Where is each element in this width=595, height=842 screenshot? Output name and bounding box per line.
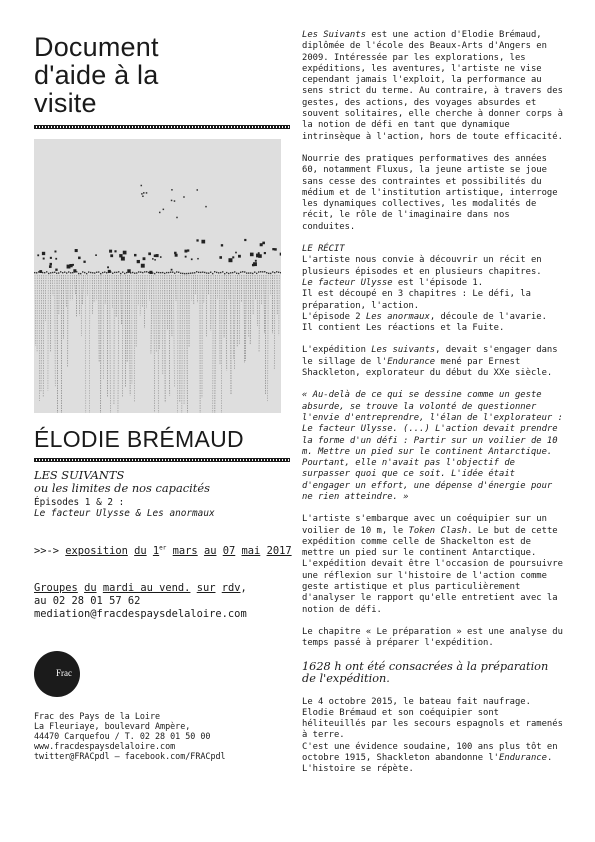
voyage-a: L'artiste s'embarque avec un coéquipier sur un voilier de 10 m, le (302, 514, 547, 536)
history-a: C'est une évidence soudaine, 100 ans plus tôt en octobre 1915, Shackleton abandonne l' (302, 741, 558, 764)
recit-line-5: Il contient Les réactions et la Fuite. (302, 323, 505, 334)
exhibition-year: 2017 (266, 545, 292, 557)
exhibition-start-sup: er (159, 544, 167, 552)
highlight-quote: 1628 h ont été consacrées à la préparation de l'expédition. (302, 659, 549, 686)
artist-divider (34, 458, 290, 462)
exhibition-end-month: mai (241, 545, 261, 557)
exhibition-dates (34, 545, 290, 558)
address-block (34, 711, 290, 761)
recit-section (302, 244, 564, 334)
groups-line: Groupes du mardi au vend. sur rdv, (34, 582, 247, 594)
work-subtitle: ou les limites de nos capacités (34, 481, 210, 495)
groups-email-link[interactable]: mediation@fracdespaysdelaloire.com (34, 608, 247, 620)
artwork-image (34, 139, 281, 413)
frac-logo (34, 651, 80, 697)
intro-paragraph (302, 30, 564, 143)
exhibition-start-day: 1 (152, 545, 160, 557)
exhibition-du: du (134, 545, 147, 557)
context-paragraph: Nourrie des pratiques performatives des années 60, notamment Fluxus, la jeune artiste se joue sans cesse des contraintes et possibilités du médium et de l'institution artistique, interroge les dynamiques collectives, les modalités de récit, le rôle de l'imaginaire dans nos conduites. (302, 153, 558, 232)
recit-episode-2: Les anormaux (365, 311, 430, 322)
address-line-2: La Fleuriaye, boulevard Ampère, (34, 721, 191, 731)
recit-line-2 (302, 278, 564, 289)
exp-it: Les suivants (371, 345, 436, 356)
groups-sur: sur (196, 582, 216, 594)
groups-label: Groupes (34, 582, 78, 594)
recit-line-4a: L'épisode 2 (302, 311, 366, 322)
boat-name: Token Clash (408, 525, 468, 536)
exhibition-label: exposition (65, 545, 128, 557)
recit-heading: LE RÉCIT (302, 244, 345, 255)
title-divider (34, 125, 290, 129)
work-title: LES SUIVANTS (34, 468, 125, 482)
exp-it2: Endurance (387, 356, 436, 367)
recit-line-1: L'artiste nous convie à découvrir un récit en plusieurs épisodes et en plusieurs chapitres. (302, 255, 542, 277)
episodes-detail: Le facteur Ulysse & Les anormaux (34, 508, 215, 519)
groups-phone: au 02 28 01 57 62 (34, 595, 141, 607)
exhibition-au: au (203, 545, 217, 557)
groups-days: mardi au vend. (102, 582, 191, 594)
voyage-paragraph (302, 514, 564, 616)
voyage-b: . Le but de cette expédition comme celle de Shackelton est de mettre un pied sur le continent Antarctique. L'expédition devait être l'occasion de poursuivre une réflexion sur l'histoire de l'action comme geste artistique et plus particulièrement d'analyser le rapport qu'elle entretient avec la notion de défi. (302, 525, 563, 615)
recit-line-4 (302, 312, 564, 323)
shipwreck-paragraph: Le 4 octobre 2015, le bateau fait naufrage. Elodie Brémaud et son coéquipier sont héliteuillés par les secours espagnols et ramenés à terre. (302, 696, 563, 741)
history-paragraph (302, 742, 564, 776)
recit-line-3: Il est découpé en 3 chapitres : Le défi, la préparation, l'action. (302, 289, 531, 311)
social-links[interactable]: twitter@FRACpdl – facebook.com/FRACpdl (34, 751, 226, 761)
artwork-drawing (34, 139, 281, 413)
intro-text: est une action d'Elodie Brémaud, diplômée de l'école des Beaux-Arts d'Angers en 2009. Intéressée par les explorations, les expéditions, les aventures, l'artiste ne vise cependant jamais l'exploit, la performance au sens strict du terme. Au contraire, à travers des gestes, des actions, des voyages absurdes et souvent solitaires, elle cherche à donner corps à la notion de défi en tant que dynamique intrinsèque à l'action, hors de toute efficacité. (302, 30, 563, 142)
groups-rdv: rdv (221, 582, 241, 594)
website-link[interactable]: www.fracdespaysdelaloire.com (34, 741, 176, 751)
intro-work-title: Les Suivants (302, 30, 366, 40)
groups-info (34, 582, 290, 621)
recit-line-4b: , découle de l'avarie. (429, 311, 547, 322)
recit-line-2-text: est l'épisode 1. (392, 277, 484, 288)
history-ship: Endurance (499, 753, 547, 764)
exhibition-start-month: mars (172, 545, 198, 557)
expedition-paragraph (302, 345, 564, 379)
exp-c: mené par Ernest Shackleton, explorateur du début du XXe siècle. (302, 356, 553, 379)
right-column (302, 30, 564, 787)
quote-paragraph: « Au-delà de ce qui se dessine comme un geste absurde, se trouve la volonté de questionner l'envie d'entreprendre, l'élan de l'explorateur : Le facteur Ulysse. (...) L'action devait prendre la forme d'un défi : Partir sur un voilier de 10 m. Mettre un pied sur le continent Antarctique. Pourtant, elle n'avait pas l'objectif de surpasser quoi que ce soit. L'idée était d'engager un effort, une dépense d'énergie pour ne rien atteindre. » (302, 390, 563, 502)
exhibition-end-day: 07 (222, 545, 236, 557)
exp-b: , devait s'engager dans le sillage de l' (302, 345, 558, 367)
arrow-prefix: >>-> (34, 545, 66, 557)
address-line-3: 44470 Carquefou / T. 02 28 01 50 00 (34, 731, 211, 741)
artist-name: ÉLODIE BRÉMAUD (34, 426, 244, 452)
address-line-1: Frac des Pays de la Loire (34, 711, 161, 721)
page-title: Document d'aide à la visite (34, 32, 159, 118)
groups-du: du (84, 582, 97, 594)
preparation-paragraph: Le chapitre « Le préparation » est une analyse du temps passé à préparer l'expédition. (302, 626, 563, 649)
left-column (34, 33, 290, 761)
episodes-label: Épisodes 1 & 2 : (34, 497, 125, 508)
frac-logo-text: Frac (56, 668, 72, 678)
exp-a: L'expédition (302, 345, 372, 356)
recit-episode-1: Le facteur Ulysse (302, 277, 393, 288)
history-b: . L'histoire se répète. (302, 753, 553, 775)
